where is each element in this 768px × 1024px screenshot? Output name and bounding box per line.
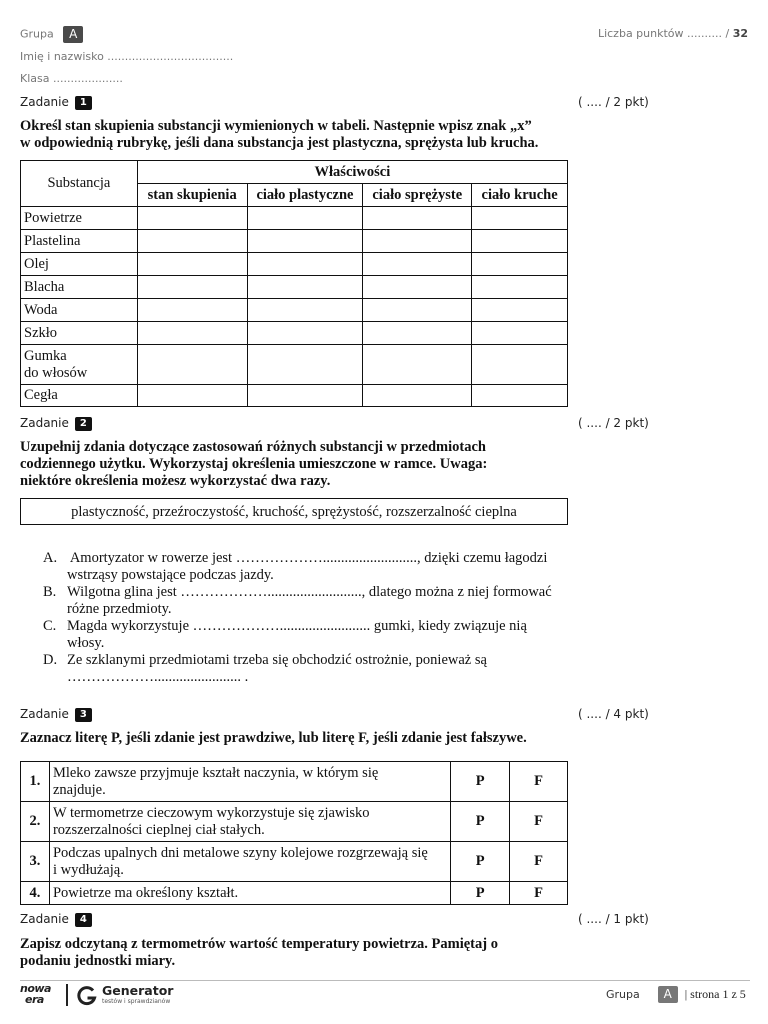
answer-cell[interactable]: [363, 253, 472, 276]
answer-cell[interactable]: [472, 230, 568, 253]
answer-cell[interactable]: [137, 253, 247, 276]
answer-cell[interactable]: [472, 207, 568, 230]
substance-cell: [21, 345, 138, 385]
task4-instruction-line1: Zapisz odczytaną z termometrów wartość temperatury powietrza. Pamiętaj o: [20, 936, 498, 952]
footer-group-badge: A: [658, 986, 678, 1003]
answer-cell[interactable]: [247, 322, 363, 345]
substance-cell: Plastelina: [21, 230, 138, 253]
answer-cell[interactable]: [472, 299, 568, 322]
answer-cell[interactable]: [363, 276, 472, 299]
substance-cell: Szkło: [21, 322, 138, 345]
answer-cell[interactable]: [247, 345, 363, 385]
sentence-line1: Amortyzator w rowerze jest ……………….........................., dzięki czemu łagodzi: [67, 550, 548, 566]
substance-cell-line1: Gumka: [24, 347, 67, 364]
answer-cell[interactable]: [363, 230, 472, 253]
task4-points: ( .... / 1 pkt): [578, 912, 649, 926]
answer-cell[interactable]: [137, 207, 247, 230]
task3-instruction: Zaznacz literę P, jeśli zdanie jest prawdziwe, lub literę F, jeśli zdanie jest fałszywe.: [20, 730, 527, 746]
task1-instruction-line2: w odpowiednią rubrykę, jeśli dana substancja jest plastyczna, sprężysta lub krucha.: [20, 135, 539, 151]
answer-cell[interactable]: [137, 385, 247, 407]
task-label: Zadanie: [20, 707, 69, 721]
answer-cell[interactable]: [247, 299, 363, 322]
table-row: [21, 345, 568, 385]
logo-separator: [66, 984, 68, 1006]
sentence-line2: różne przedmioty.: [67, 601, 172, 617]
statement-text: [49, 762, 450, 802]
footer-page-number: | strona 1 z 5: [684, 987, 746, 1001]
sentence-line2: ………………........................ .: [67, 669, 249, 685]
subheader-state: stan skupienia: [137, 184, 247, 207]
task1-instruction-line1: Określ stan skupienia substancji wymienionych w tabeli. Następnie wpisz znak „x”: [20, 118, 532, 134]
substance-cell: Olej: [21, 253, 138, 276]
col-properties-header: Właściwości: [137, 161, 567, 184]
subheader-elastic: ciało sprężyste: [363, 184, 472, 207]
task3-number: 3: [75, 708, 92, 722]
task4-number: 4: [75, 913, 92, 927]
logo-nowa: nowa: [20, 982, 51, 995]
false-option[interactable]: F: [510, 842, 568, 882]
statement-line2: rozszerzalności cieplnej ciał stałych.: [52, 821, 265, 838]
logo-era: era: [25, 993, 44, 1006]
false-option[interactable]: F: [510, 762, 568, 802]
sentence-c: [43, 618, 583, 652]
generator-subtitle: testów i sprawdzianów: [102, 998, 171, 1005]
sentence-line1: Ze szklanymi przedmiotami trzeba się obchodzić ostrożnie, ponieważ są: [67, 652, 487, 668]
task-label: Zadanie: [20, 95, 69, 109]
substance-cell: Blacha: [21, 276, 138, 299]
true-option[interactable]: P: [451, 802, 510, 842]
generator-logo: [76, 983, 206, 1009]
task4-instruction-line2: podaniu jednostki miary.: [20, 953, 176, 969]
answer-cell[interactable]: [247, 385, 363, 407]
answer-cell[interactable]: [247, 207, 363, 230]
statement-line1: W termometrze cieczowym wykorzystuje się zjawisko: [52, 804, 370, 821]
task2-instruction-line1: Uzupełnij zdania dotyczące zastosowań różnych substancji w przedmiotach: [20, 439, 486, 455]
nowa-era-logo: [20, 983, 60, 1009]
task-label: Zadanie: [20, 912, 69, 926]
statement-number: 2.: [21, 802, 50, 842]
task-label: Zadanie: [20, 416, 69, 430]
task3-header: [20, 707, 92, 722]
false-option[interactable]: F: [510, 882, 568, 905]
answer-cell[interactable]: [137, 230, 247, 253]
table-row: [21, 385, 568, 407]
sentence-a: [43, 550, 583, 584]
footer-page-info: [606, 985, 746, 1003]
answer-cell[interactable]: [363, 322, 472, 345]
subheader-plastic: ciało plastyczne: [247, 184, 363, 207]
table-row: [21, 762, 568, 802]
statement-text: Powietrze ma określony kształt.: [49, 882, 450, 905]
answer-cell[interactable]: [472, 345, 568, 385]
task1-table: [20, 160, 568, 407]
answer-cell[interactable]: [247, 230, 363, 253]
statement-line2: i wydłużają.: [52, 861, 124, 878]
answer-cell[interactable]: [363, 345, 472, 385]
statement-number: 4.: [21, 882, 50, 905]
table-row: [21, 322, 568, 345]
statement-text: [49, 842, 450, 882]
task2-instruction-line2: codziennego użytku. Wykorzystaj określenia umieszczone w ramce. Uwaga:: [20, 456, 488, 472]
group-label-row: [20, 26, 83, 43]
answer-cell[interactable]: [363, 207, 472, 230]
table-row: [21, 253, 568, 276]
substance-cell: Powietrze: [21, 207, 138, 230]
answer-cell[interactable]: [137, 299, 247, 322]
answer-cell[interactable]: [363, 299, 472, 322]
score-label: Liczba punktów .......... /: [597, 27, 730, 40]
task1-instruction: [20, 118, 580, 152]
table-row: [21, 882, 568, 905]
sentence-letter: B.: [43, 584, 57, 600]
sentence-line1: Wilgotna glina jest ……………….........................., dlatego można z niej formować: [67, 584, 552, 600]
sentence-letter: D.: [43, 652, 58, 668]
answer-cell[interactable]: [137, 276, 247, 299]
substance-cell-line2: do włosów: [24, 364, 88, 381]
score-total: 32: [732, 27, 748, 40]
col-substance-header: Substancja: [21, 161, 138, 207]
subheader-brittle: ciało kruche: [472, 184, 568, 207]
statement-line2: znajduje.: [52, 781, 106, 798]
statement-line1: Mleko zawsze przyjmuje kształt naczynia, w którym się: [52, 764, 379, 781]
statement-text: [49, 802, 450, 842]
word-box: plastyczność, przeźroczystość, kruchość, sprężystość, rozszerzalność cieplna: [20, 498, 568, 525]
answer-cell[interactable]: [137, 345, 247, 385]
substance-cell: Woda: [21, 299, 138, 322]
task1-number: 1: [75, 96, 92, 110]
true-option[interactable]: P: [451, 882, 510, 905]
sentence-line1: Magda wykorzystuje ………………......................... gumki, kiedy związuje nią: [67, 618, 527, 634]
class-field-label: Klasa ....................: [20, 72, 123, 85]
true-option[interactable]: P: [451, 842, 510, 882]
statement-line1: Podczas upalnych dni metalowe szyny kolejowe rozgrzewają się: [52, 844, 428, 861]
task4-header: [20, 912, 92, 927]
task2-header: [20, 416, 92, 431]
table-row: [21, 276, 568, 299]
group-label: Grupa: [20, 27, 54, 41]
answer-cell[interactable]: [472, 322, 568, 345]
generator-title: Generator: [102, 983, 174, 998]
table-row: [21, 230, 568, 253]
footer-group-label: Grupa: [606, 988, 640, 1001]
footer-divider: [20, 980, 750, 981]
sentence-b: [43, 584, 583, 618]
false-option[interactable]: F: [510, 802, 568, 842]
group-letter-badge: A: [63, 26, 83, 43]
substance-cell: Cegła: [21, 385, 138, 407]
sentence-letter: C.: [43, 618, 57, 634]
table-row: [21, 299, 568, 322]
sentence-line2: włosy.: [67, 635, 105, 651]
answer-cell[interactable]: [472, 385, 568, 407]
task2-points: ( .... / 2 pkt): [578, 416, 649, 430]
task1-header: [20, 95, 92, 110]
table-row: [21, 207, 568, 230]
statement-number: 3.: [21, 842, 50, 882]
task3-table: [20, 761, 568, 905]
answer-cell[interactable]: [137, 322, 247, 345]
task2-instruction: [20, 439, 580, 490]
sentence-d: [43, 652, 583, 686]
generator-icon: [76, 985, 98, 1007]
table-row: [21, 842, 568, 882]
task4-instruction: [20, 936, 580, 970]
answer-cell[interactable]: [247, 276, 363, 299]
answer-cell[interactable]: [472, 276, 568, 299]
score-row: [598, 27, 748, 40]
task3-points: ( .... / 4 pkt): [578, 707, 649, 721]
name-field-label: Imię i nazwisko ....................................: [20, 50, 234, 63]
true-option[interactable]: P: [451, 762, 510, 802]
answer-cell[interactable]: [363, 385, 472, 407]
answer-cell[interactable]: [247, 253, 363, 276]
statement-number: 1.: [21, 762, 50, 802]
task1-points: ( .... / 2 pkt): [578, 95, 649, 109]
table-row: [21, 802, 568, 842]
answer-cell[interactable]: [472, 253, 568, 276]
sentence-line2: wstrząsy powstające podczas jazdy.: [67, 567, 274, 583]
task2-number: 2: [75, 417, 92, 431]
task2-instruction-line3: niektóre określenia możesz wykorzystać dwa razy.: [20, 473, 331, 489]
sentence-letter: A.: [43, 550, 58, 566]
